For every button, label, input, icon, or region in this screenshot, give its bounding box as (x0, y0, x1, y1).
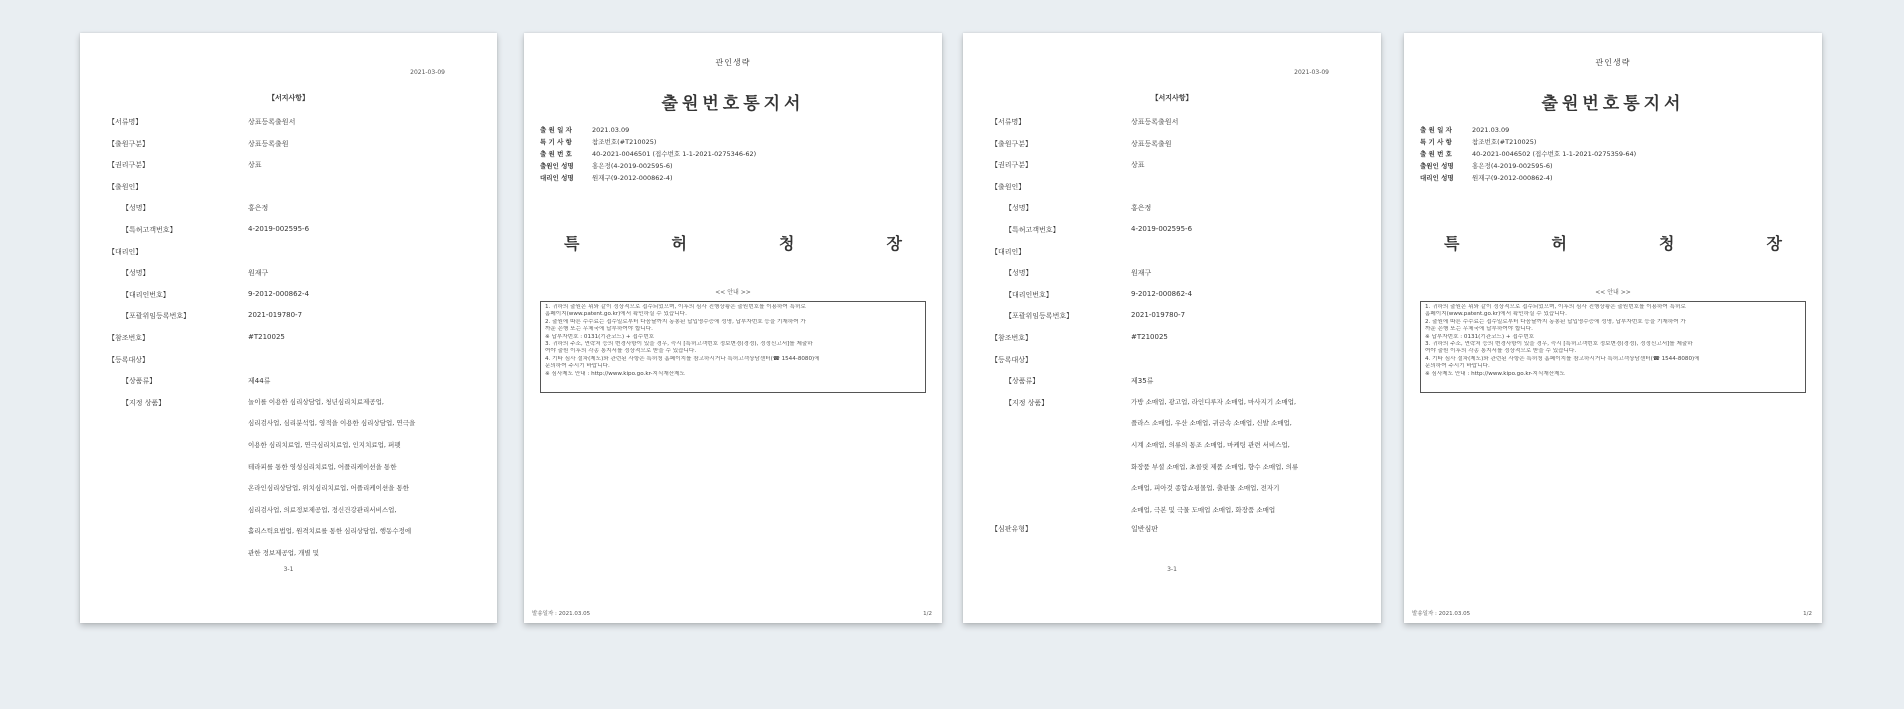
application-page-1 (80, 33, 497, 623)
notice-page-1 (524, 33, 942, 623)
field-label: 【출원인】 (991, 182, 1026, 191)
sent-date: 발송일자 : 2021.03.05 (1412, 611, 1471, 617)
field-value: 2021-019780-7 (248, 311, 303, 320)
info-key: 출원인 성명 (540, 162, 574, 170)
field-value: 상표등록출원 (1131, 139, 1172, 148)
guide-line: 여야 출원 이후의 각종 통지서를 정상적으로 받을 수 있습니다. (545, 348, 697, 355)
guide-line: 까운 은행 또는 우체국에 납부하여야 합니다. (1425, 326, 1533, 333)
guide-line: 홈페이지(www.patent.go.kr)에서 확인하실 수 있습니다. (1425, 311, 1567, 318)
field-value: 원재구 (248, 269, 269, 278)
field-label: 【출원구분】 (108, 139, 150, 148)
info-row (1420, 173, 1636, 185)
field-label: 【성명】 (1005, 269, 1033, 278)
seal-omitted-label: 관인생략 (715, 58, 751, 67)
field-label: 【상품류】 (1005, 377, 1040, 386)
guide-line: 1. 귀하의 출원은 위와 같이 정상적으로 접수되었으며, 이후의 심사 진행상황은 출원번호를 이용하여 특허로 (1425, 304, 1686, 310)
field-value: 원재구 (1131, 269, 1152, 278)
field-row (991, 139, 1353, 161)
office-name (564, 231, 902, 254)
info-value: 원재구(9-2012-000862-4) (592, 174, 673, 182)
field-label: 【참조번호】 (108, 333, 150, 342)
info-key: 대리인 성명 (540, 174, 574, 182)
office-char: 장 (1766, 234, 1782, 253)
field-row (991, 333, 1353, 355)
office-char: 청 (1659, 234, 1675, 253)
office-char: 허 (671, 234, 687, 253)
field-value: 상표등록출원서 (1131, 118, 1179, 126)
field-value: 4-2019-002595-6 (248, 224, 310, 233)
field-label: 【특허고객번호】 (1005, 225, 1060, 234)
guide-line: 1. 귀하의 출원은 위와 같이 정상적으로 접수되었으며, 이후의 심사 진행상황은 출원번호를 이용하여 특허로 (545, 304, 806, 310)
guide-line: 까운 은행 또는 우체국에 납부하여야 합니다. (545, 326, 653, 333)
notice-page-2 (1404, 33, 1822, 623)
field-value: #T210025 (248, 332, 285, 341)
office-name (1444, 231, 1782, 254)
office-char: 특 (564, 234, 580, 253)
info-row (540, 161, 756, 173)
document-date: 2021-03-09 (410, 69, 445, 76)
info-row (540, 173, 756, 185)
guide-line: 문의하여 주시기 바랍니다. (1425, 363, 1490, 370)
office-char: 특 (1444, 234, 1460, 253)
field-value: 제35류 (1131, 377, 1154, 386)
field-row (991, 160, 1353, 182)
page-count: 1/2 (1803, 611, 1812, 617)
field-row (991, 203, 1353, 225)
field-label: 【등록대상】 (108, 355, 150, 364)
designated-goods-text: 놀이를 이용한 심리상담업, 청년심리치료제공업, 심리검사업, 심리분석업, 영적을 이용한 심리상담업, 연극을 이용한 심리치료업, 연극심리치료업, 인지치료업, 퍼펫 테라피를 통한 영성심리치료업, 어플리케이션을 통한 온라인심리상담업, 위치심리치료업, 어플리케이션을 통한 심리검사업, 의료정보제공업, 정신건강관리서비스업, 홀리스틱요법업, 원격치료를 통한 심리상담업, 행동수정에 관한 정보제공업, 개별 및 (248, 397, 416, 557)
field-value: 상표등록출원 (248, 139, 289, 148)
guide-title: << 안내 >> (715, 289, 751, 296)
document-heading: 【서지사항】 (267, 94, 310, 102)
extra-field (991, 524, 1353, 546)
field-row (991, 268, 1353, 290)
info-value: 원재구(9-2012-000862-4) (1472, 174, 1553, 182)
info-row (1420, 137, 1636, 149)
field-row (108, 268, 469, 290)
field-row (108, 225, 469, 247)
field-label: 【권리구분】 (108, 161, 150, 170)
info-value: 홍은정(4-2019-002595-6) (592, 162, 673, 170)
field-value: 9-2012-000862-4 (248, 289, 310, 298)
field-value: 홍은정 (248, 204, 269, 213)
field-value: 홍은정 (1131, 204, 1152, 213)
guide-line: 3. 귀하의 주소, 연락처 등의 변경사항이 있을 경우, 즉시 [특허고객번호 정보변경(경정), 정정신고서]를 제출하 (1425, 341, 1693, 348)
guide-line: 3. 귀하의 주소, 연락처 등의 변경사항이 있을 경우, 즉시 [특허고객번호 정보변경(경정), 정정신고서]를 제출하 (545, 341, 813, 348)
field-row (991, 524, 1353, 546)
guide-line: 여야 출원 이후의 각종 통지서를 정상적으로 받을 수 있습니다. (1425, 348, 1577, 355)
info-key: 출 원 번 호 (540, 150, 572, 158)
document-date: 2021-03-09 (1294, 69, 1329, 76)
guide-line: ※ 심사제도 안내 : http://www.kipo.go.kr-지식재산제도 (1425, 370, 1565, 377)
guide-box (540, 301, 926, 393)
field-label: 【대리인】 (108, 247, 143, 256)
info-value: 40-2021-0046502 (접수번호 1-1-2021-0275359-64) (1472, 150, 1637, 158)
field-label: 【출원구분】 (991, 139, 1033, 148)
designated-goods-text: 가방 소매업, 광고업, 라인디루자 소매업, 마사지기 소매업, 플라스 소매업, 우산 소매업, 귀금속 소매업, 신발 소매업, 시계 소매업, 의류의 통조 소매업, 마케팅 관련 서비스업, 화장품 부셜 소매업, 초콜릿 제품 소매업, 향수 소매업, 의류 소매업, 피아것 종합쇼핑몰업, 출판물 소매업, 전자기 소매업, 극본 및 극물 도매업 소매업, 화장품 소매업 (1131, 397, 1299, 514)
field-label: 【대리인번호】 (122, 290, 170, 299)
field-row (108, 355, 469, 377)
page-number: 3-1 (283, 566, 294, 573)
guide-line: 4. 기타 심사 절차(제도)와 관련된 사항은 특허청 홈페이지를 참고하시거나 특허고객상담센터(☎ 1544-8080)에 (1425, 355, 1700, 362)
info-key: 출원인 성명 (1420, 162, 1454, 170)
guide-line: ※ 심사제도 안내 : http://www.kipo.go.kr-지식재산제도 (545, 370, 685, 377)
field-label: 【출원인】 (108, 182, 143, 191)
info-key: 대리인 성명 (1420, 174, 1454, 182)
field-label: 【서류명】 (108, 118, 143, 126)
info-value: 40-2021-0046501 (접수번호 1-1-2021-0275346-62) (592, 150, 757, 158)
field-label: 【권리구분】 (991, 161, 1033, 170)
field-row (991, 247, 1353, 269)
bibliographic-form (991, 117, 1353, 419)
field-row (108, 139, 469, 161)
field-row (108, 290, 469, 312)
field-label: 【성명】 (122, 269, 150, 278)
field-label: 【지정 상품】 (1005, 398, 1049, 407)
field-label: 【심판유형】 (991, 525, 1033, 533)
guide-line: 2. 출원에 따른 수수료는 접수일로부터 다음날까지 동봉된 납입영수증에 성명, 납부자번호 등을 기재하여 가 (1425, 318, 1686, 325)
info-key: 출 원 일 자 (540, 126, 572, 134)
field-label: 【성명】 (122, 204, 150, 213)
guide-line: 홈페이지(www.patent.go.kr)에서 확인하실 수 있습니다. (545, 311, 687, 318)
info-row (1420, 125, 1636, 137)
field-value: 4-2019-002595-6 (1131, 224, 1193, 233)
guide-box (1420, 301, 1806, 393)
field-label: 【등록대상】 (991, 355, 1033, 364)
info-row (540, 125, 756, 137)
info-value: 참조번호(#T210025) (592, 138, 657, 146)
field-label: 【특허고객번호】 (122, 225, 177, 234)
info-row (540, 137, 756, 149)
page-count: 1/2 (923, 611, 932, 617)
field-value: #T210025 (1131, 332, 1168, 341)
field-row (108, 247, 469, 269)
notice-title: 출원번호통지서 (661, 94, 805, 114)
field-label: 【상품류】 (122, 377, 157, 386)
info-key: 출 원 일 자 (1420, 126, 1452, 134)
office-char: 허 (1551, 234, 1567, 253)
info-value: 홍은정(4-2019-002595-6) (1472, 162, 1553, 170)
info-key: 출 원 번 호 (1420, 150, 1452, 158)
notice-title: 출원번호통지서 (1541, 94, 1685, 114)
field-label: 【대리인】 (991, 247, 1026, 256)
guide-line: 4. 기타 심사 절차(제도)와 관련된 사항은 특허청 홈페이지를 참고하시거나 특허고객상담센터(☎ 1544-8080)에 (545, 355, 820, 362)
field-value: 2021-019780-7 (1131, 311, 1186, 320)
field-label: 【대리인번호】 (1005, 290, 1053, 299)
field-row (108, 203, 469, 225)
field-row (108, 333, 469, 355)
document-heading: 【서지사항】 (1151, 94, 1193, 102)
sent-date: 발송일자 : 2021.03.05 (532, 611, 591, 617)
notice-info-list (540, 125, 756, 185)
info-key: 특 기 사 항 (1420, 138, 1452, 146)
application-page-2 (963, 33, 1381, 623)
field-row (991, 182, 1353, 204)
field-value: 상표 (248, 161, 262, 170)
page-number: 3-1 (1167, 566, 1177, 573)
field-value: 상표 (1131, 161, 1145, 170)
info-value: 참조번호(#T210025) (1472, 138, 1537, 146)
field-label: 【지정 상품】 (122, 398, 166, 407)
field-row (991, 117, 1353, 139)
guide-line: 2. 출원에 따른 수수료는 접수일로부터 다음날까지 동봉된 납입영수증에 성명, 납부자번호 등을 기재하여 가 (545, 318, 806, 325)
field-value: 상표등록출원서 (248, 118, 296, 126)
field-row (991, 225, 1353, 247)
field-value: 일반심판 (1131, 525, 1159, 533)
notice-info-list (1420, 125, 1636, 185)
info-value: 2021.03.09 (592, 126, 630, 134)
field-label: 【서류명】 (991, 118, 1026, 126)
field-label: 【포괄위임등록번호】 (1005, 312, 1074, 321)
guide-line: ※ 납부자번호 : 0131(기관코드) + 접수번호 (545, 333, 654, 340)
field-label: 【성명】 (1005, 204, 1033, 213)
field-value: 9-2012-000862-4 (1131, 289, 1193, 298)
info-row (1420, 161, 1636, 173)
field-row (108, 182, 469, 204)
field-row (108, 160, 469, 182)
field-value: 제44류 (248, 377, 271, 386)
field-row (991, 290, 1353, 312)
office-char: 장 (886, 234, 902, 253)
field-label: 【포괄위임등록번호】 (122, 312, 191, 321)
office-char: 청 (779, 234, 795, 253)
field-row (991, 311, 1353, 333)
field-label: 【참조번호】 (991, 333, 1033, 342)
field-row (991, 355, 1353, 377)
field-row (108, 117, 469, 139)
seal-omitted-label: 관인생략 (1595, 58, 1631, 67)
info-key: 특 기 사 항 (540, 138, 572, 146)
guide-line: ※ 납부자번호 : 0131(기관코드) + 접수번호 (1425, 333, 1534, 340)
bibliographic-form (108, 117, 469, 419)
field-row (108, 311, 469, 333)
info-row (540, 149, 756, 161)
guide-title: << 안내 >> (1595, 289, 1631, 296)
info-row (1420, 149, 1636, 161)
guide-line: 문의하여 주시기 바랍니다. (545, 363, 610, 370)
info-value: 2021.03.09 (1472, 126, 1510, 134)
